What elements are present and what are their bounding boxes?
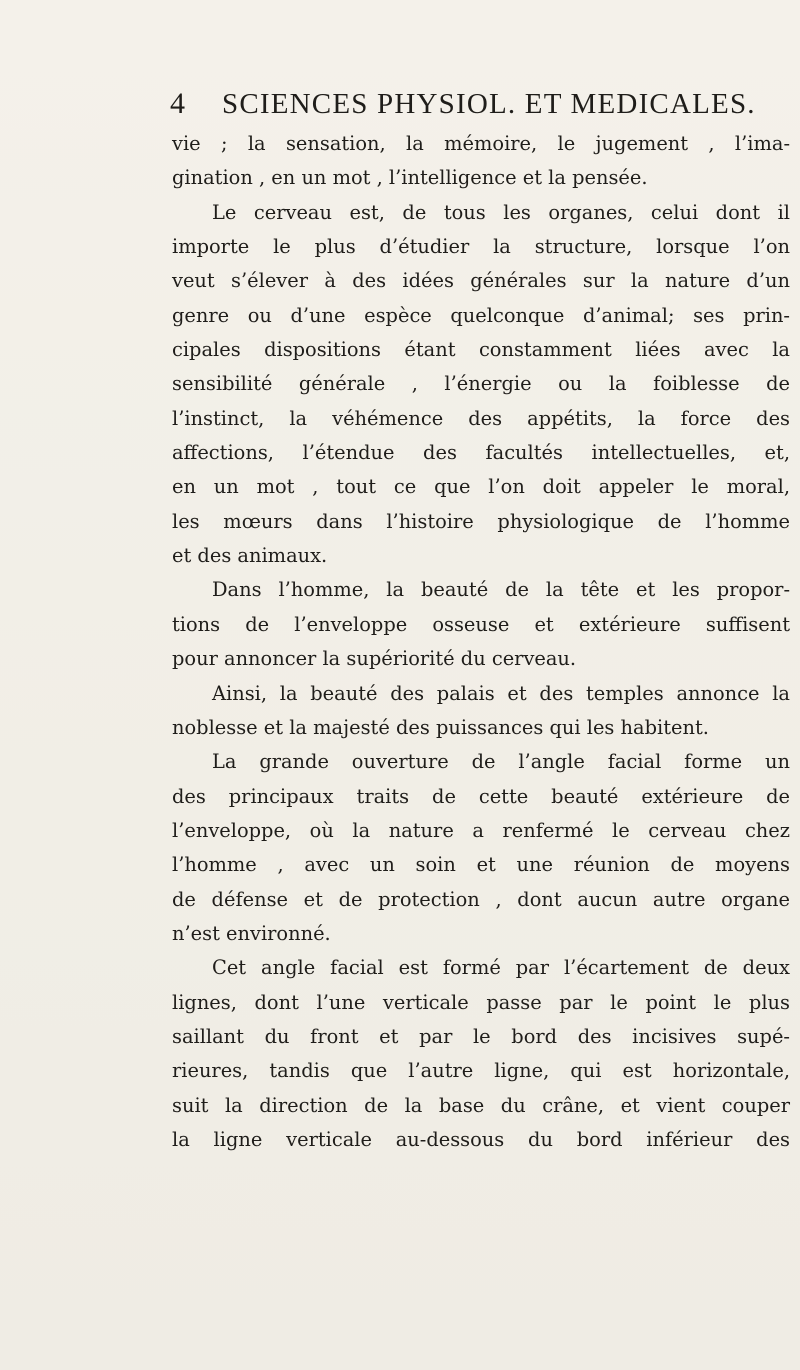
text-line: pour annoncer la supériorité du cerveau.: [172, 647, 577, 671]
text-line: n’est environné.: [172, 921, 331, 945]
text-line: tions de l’enveloppe osseuse et extérieure suffisent: [172, 612, 790, 636]
text-line: rieures, tandis que l’autre ligne, qui est horizontale,: [172, 1059, 790, 1083]
text-line: l’enveloppe, où la nature a renfermé le cerveau chez: [172, 818, 790, 842]
text-line: Dans l’homme, la beauté de la tête et les propor-: [212, 578, 790, 602]
text-line: les mœurs dans l’histoire physiologique de l’homme: [172, 509, 790, 533]
text-line: l’instinct, la véhémence des appétits, la force des: [172, 406, 790, 430]
text-line: l’homme , avec un soin et une réunion de moyens: [172, 853, 790, 877]
running-title: SCIENCES PHYSIOL. ET MEDICALES.: [222, 88, 756, 120]
text-line: en un mot , tout ce que l’on doit appeler le moral,: [172, 475, 790, 499]
text-line: genre ou d’une espèce quelconque d’animal; ses prin-: [172, 303, 790, 327]
text-line: vie ; la sensation, la mémoire, le jugement , l’ima-: [172, 132, 790, 155]
text-line: affections, l’étendue des facultés intellectuelles, et,: [172, 441, 790, 465]
text-line: saillant du front et par le bord des incisives supé-: [172, 1024, 790, 1048]
text-line: de défense et de protection , dont aucun autre organe: [172, 887, 790, 911]
text-line: lignes, dont l’une verticale passe par le point le plus: [172, 990, 790, 1014]
text-line: cipales dispositions étant constamment liées avec la: [172, 338, 790, 362]
text-line: importe le plus d’étudier la structure, lorsque l’on: [172, 235, 790, 259]
text-line: Le cerveau est, de tous les organes, celui dont il: [212, 200, 790, 224]
body-text: [172, 127, 790, 1157]
text-line: sensibilité générale , l’énergie ou la foiblesse de: [172, 372, 790, 396]
page-header: [170, 86, 790, 126]
text-line: Cet angle facial est formé par l’écartement de deux: [212, 956, 790, 980]
text-line: des principaux traits de cette beauté extérieure de: [172, 784, 790, 808]
page-number: 4: [170, 87, 185, 120]
text-line: La grande ouverture de l’angle facial forme un: [212, 750, 790, 774]
text-line: veut s’élever à des idées générales sur la nature d’un: [172, 269, 790, 293]
text-line: la ligne verticale au-dessous du bord inférieur des: [172, 1127, 790, 1151]
text-line: et des animaux.: [172, 544, 328, 568]
text-line: noblesse et la majesté des puissances qui les habitent.: [172, 715, 709, 739]
text-line: suit la direction de la base du crâne, et vient couper: [172, 1093, 790, 1117]
text-line: Ainsi, la beauté des palais et des temples annonce la: [212, 681, 790, 705]
text-line: gination , en un mot , l’intelligence et la pensée.: [172, 166, 648, 190]
